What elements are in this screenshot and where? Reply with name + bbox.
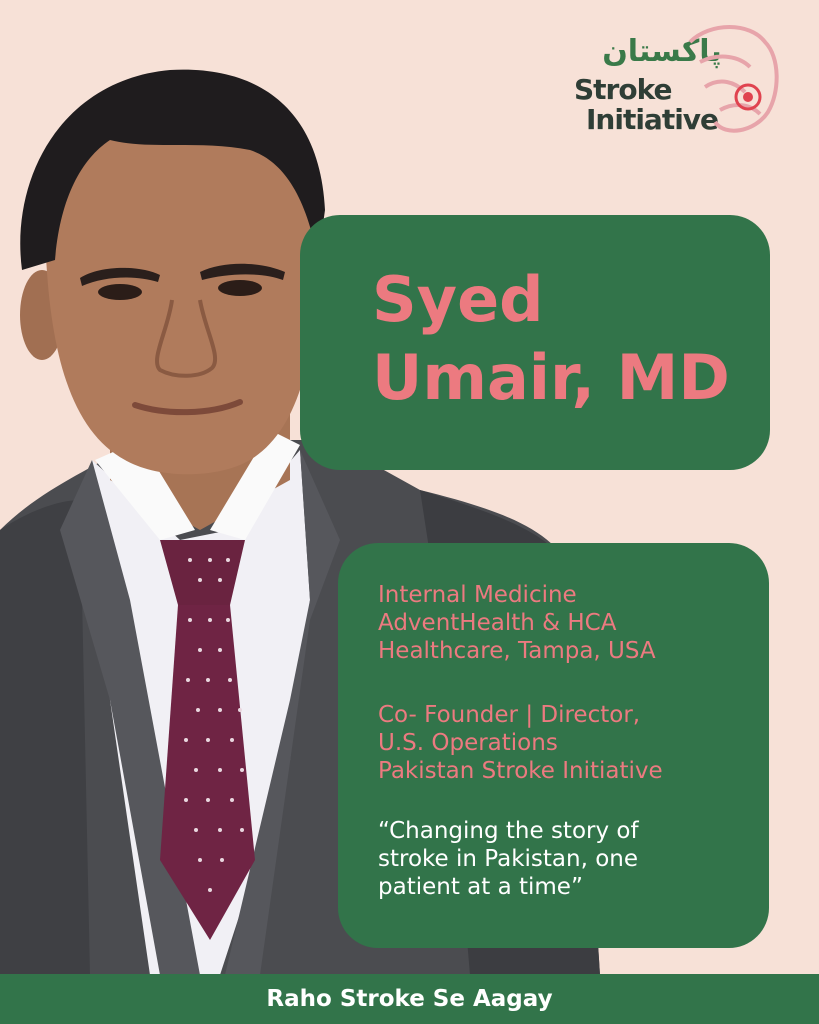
footer-banner (0, 974, 819, 1024)
affiliation-line-1: AdventHealth & HCA (378, 610, 617, 636)
name-card (300, 215, 770, 470)
footer-tagline: Raho Stroke Se Aagay (266, 986, 553, 1012)
stroke-initiative-logo (560, 22, 780, 142)
left-eye (98, 284, 142, 300)
role-line-3: Pakistan Stroke Initiative (378, 758, 663, 784)
brain-target-icon (680, 22, 780, 142)
doctor-first-name: Syed (372, 263, 544, 336)
quote-line-1: “Changing the story of (378, 818, 639, 844)
affiliation-line-2: Healthcare, Tampa, USA (378, 638, 656, 664)
quote-line-3: patient at a time” (378, 874, 583, 900)
doctor-last-name: Umair, MD (372, 341, 730, 414)
logo-line-initiative: Initiative (586, 103, 719, 136)
logo-line-stroke: Stroke (574, 73, 672, 106)
role-line-1: Co- Founder | Director, (378, 702, 641, 728)
right-eye (218, 280, 262, 296)
logo-urdu-text: پاکستان (602, 34, 722, 69)
role-line-2: U.S. Operations (378, 730, 558, 756)
quote-line-2: stroke in Pakistan, one (378, 846, 638, 872)
info-card (338, 543, 769, 948)
specialty: Internal Medicine (378, 582, 577, 608)
